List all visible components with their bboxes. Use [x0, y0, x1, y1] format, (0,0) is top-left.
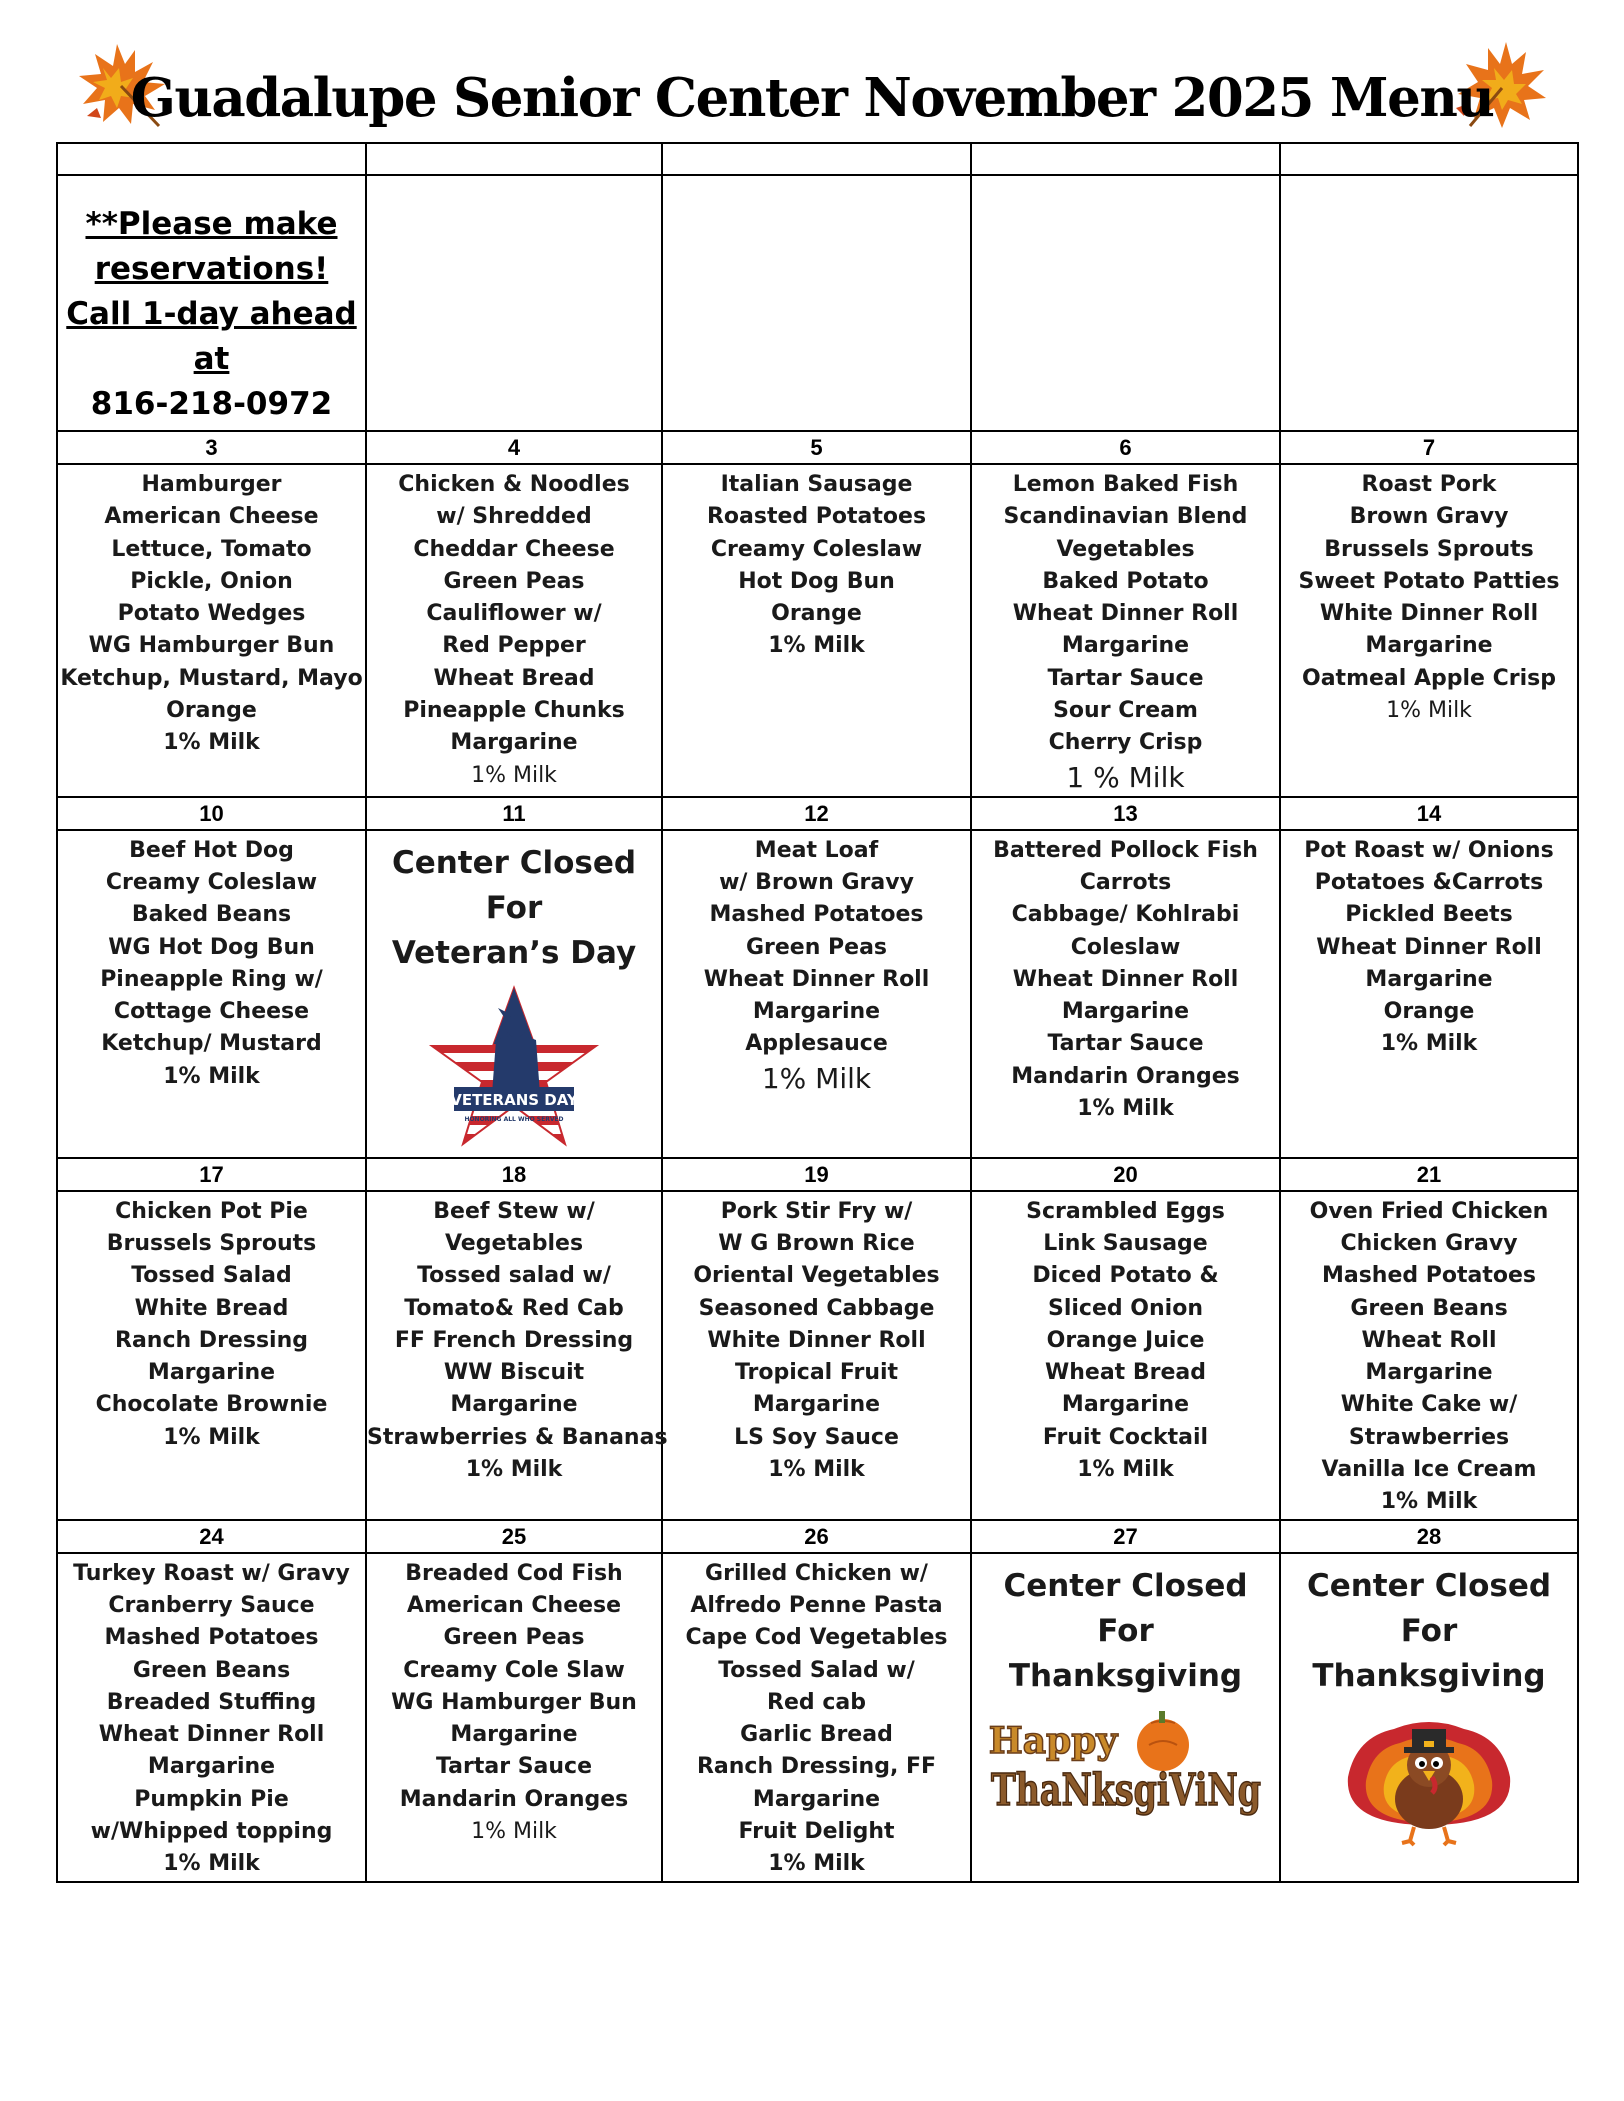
menu-item: Green Peas: [443, 568, 585, 594]
menu-item: Pumpkin Pie: [134, 1786, 289, 1812]
menu-item: WG Hamburger Bun: [391, 1689, 637, 1715]
badge-subtitle: HONORING ALL WHO SERVED: [464, 1115, 564, 1123]
menu-item: Oven Fried Chicken: [1309, 1198, 1549, 1224]
reservation-row: [57, 175, 1578, 431]
menu-item: Margarine: [1061, 999, 1190, 1025]
menu-item: Baked Potato: [1042, 568, 1209, 594]
day-menu: [1280, 830, 1578, 1158]
menu-item: Orange: [1383, 999, 1475, 1025]
menu-item: Margarine: [1061, 1392, 1190, 1418]
menu-item: Orange: [771, 601, 862, 627]
day-number: 18: [366, 1158, 662, 1191]
menu-item: Fruit Delight: [738, 1819, 895, 1845]
menu-item: WW Biscuit: [443, 1360, 585, 1386]
menu-item: 1% Milk: [163, 730, 260, 756]
day-menu: [662, 830, 971, 1158]
menu-item: Tartar Sauce: [1047, 1031, 1204, 1057]
day-number: 21: [1280, 1158, 1578, 1191]
menu-item: Wheat Bread: [1044, 1360, 1206, 1386]
phone-number: 816-218-0972: [90, 386, 333, 422]
menu-item: Meat Loaf: [754, 837, 879, 863]
turkey-icon: [1334, 1707, 1524, 1847]
day-number: 7: [1280, 431, 1578, 464]
day-number: 19: [662, 1158, 971, 1191]
header-row: [57, 143, 1578, 175]
menu-item: Margarine: [1365, 1360, 1493, 1386]
menu-item: Turkey Roast w/ Gravy: [73, 1560, 350, 1586]
menu-item: 1% Milk: [163, 1424, 260, 1450]
menu-item: Oriental Vegetables: [693, 1263, 940, 1289]
menu-item: Brussels Sprouts: [106, 1230, 317, 1256]
menu-item: Strawberries: [1348, 1424, 1510, 1450]
menu-item: Wheat Dinner Roll: [703, 966, 930, 992]
menu-item: Pineapple Ring w/: [100, 966, 323, 992]
menu-item: Lettuce, Tomato: [111, 536, 312, 562]
menu-item: 1% Milk: [761, 1061, 872, 1095]
menu-item: 1% Milk: [465, 1457, 563, 1483]
menu-item: 1% Milk: [471, 1819, 557, 1845]
menu-item: White Dinner Roll: [707, 1327, 926, 1353]
menu-item: Sliced Onion: [1048, 1295, 1203, 1321]
date-row: [57, 797, 1578, 830]
day-menu: [662, 1191, 971, 1520]
closed-notice: For: [485, 889, 543, 926]
header: [55, 38, 1569, 138]
menu-item: Orange: [166, 698, 257, 724]
menu-item: Pickled Beets: [1345, 902, 1513, 928]
day-number: 11: [366, 797, 662, 830]
menu-item: Coleslaw: [1070, 934, 1181, 960]
menu-item: 1% Milk: [1077, 1096, 1174, 1122]
menu-item: Tossed Salad: [131, 1263, 292, 1289]
menu-item: w/ Brown Gravy: [719, 869, 914, 895]
menu-item: Mandarin Oranges: [399, 1786, 629, 1812]
menu-item: Green Beans: [132, 1657, 291, 1683]
day-number: 28: [1280, 1520, 1578, 1553]
menu-item: Baked Beans: [131, 902, 292, 928]
note-line: **Please make: [85, 206, 338, 242]
reservation-note: [57, 175, 366, 431]
empty-cell: [971, 143, 1280, 175]
day-menu: [366, 464, 662, 797]
menu-item: Hamburger: [141, 472, 282, 497]
menu-item: Mashed Potatoes: [1321, 1263, 1537, 1289]
day-menu: [971, 1191, 1280, 1520]
note-line: reservations!: [94, 251, 329, 287]
menu-item: 1 % Milk: [1066, 760, 1185, 794]
menu-item: Margarine: [147, 1754, 276, 1780]
day-number: 24: [57, 1520, 366, 1553]
happy-thanksgiving-sign: [987, 1707, 1265, 1827]
closed-notice: Thanksgiving: [1008, 1657, 1243, 1694]
menu-item: Margarine: [450, 1392, 578, 1418]
menu-item: Grilled Chicken w/: [705, 1560, 928, 1586]
menu-item: Pickle, Onion: [130, 568, 293, 594]
closed-notice: Center Closed: [1306, 1567, 1552, 1604]
menu-item: Sour Cream: [1053, 698, 1198, 724]
menu-item: Seasoned Cabbage: [698, 1295, 935, 1321]
menu-row: [57, 830, 1578, 1158]
sign-happy: Happy: [988, 1719, 1117, 1762]
menu-item: Margarine: [450, 730, 578, 756]
day-number: 5: [662, 431, 971, 464]
day-menu: [971, 464, 1280, 797]
menu-item: Margarine: [752, 1392, 881, 1418]
menu-item: LS Soy Sauce: [734, 1424, 899, 1450]
date-row: [57, 1158, 1578, 1191]
menu-item: Brown Gravy: [1349, 504, 1509, 530]
menu-item: Margarine: [752, 1786, 881, 1812]
menu-item: Roasted Potatoes: [706, 504, 927, 530]
menu-item: Pot Roast w/ Onions: [1304, 837, 1554, 863]
menu-item: Diced Potato &: [1032, 1263, 1219, 1289]
menu-item: Potato Wedges: [117, 601, 306, 627]
menu-item: 1% Milk: [1386, 698, 1472, 724]
menu-item: Ranch Dressing, FF: [696, 1754, 937, 1780]
menu-item: Breaded Cod Fish: [405, 1560, 623, 1586]
menu-item: Alfredo Penne Pasta: [690, 1592, 943, 1618]
menu-item: Oatmeal Apple Crisp: [1302, 665, 1556, 691]
day-menu: [57, 830, 366, 1158]
menu-item: Orange Juice: [1046, 1327, 1205, 1353]
menu-item: Wheat Dinner Roll: [98, 1722, 325, 1748]
menu-item: Green Peas: [443, 1625, 585, 1651]
day-number: 12: [662, 797, 971, 830]
menu-item: Wheat Dinner Roll: [1316, 934, 1542, 960]
menu-item: Wheat Dinner Roll: [1012, 601, 1239, 627]
day-menu: [57, 464, 366, 797]
menu-item: Cranberry Sauce: [108, 1592, 315, 1618]
empty-cell: [57, 143, 366, 175]
menu-item: Hot Dog Bun: [738, 568, 895, 594]
menu-item: White Dinner Roll: [1319, 601, 1539, 627]
empty-cell: [662, 175, 971, 431]
menu-item: Creamy Cole Slaw: [403, 1657, 625, 1683]
day-number: 26: [662, 1520, 971, 1553]
menu-item: Tomato& Red Cab: [404, 1295, 624, 1321]
menu-item: Scandinavian Blend: [1003, 504, 1248, 530]
menu-item: Applesauce: [745, 1031, 888, 1057]
closed-day: [366, 830, 662, 1158]
day-menu: [57, 1191, 366, 1520]
menu-item: Beef Hot Dog: [129, 837, 294, 863]
menu-item: Sweet Potato Patties: [1298, 568, 1560, 594]
menu-item: Scrambled Eggs: [1026, 1198, 1225, 1224]
menu-item: Tartar Sauce: [1047, 665, 1204, 691]
menu-item: Green Peas: [745, 934, 888, 960]
empty-cell: [1280, 175, 1578, 431]
menu-item: Chicken Pot Pie: [115, 1198, 308, 1224]
empty-cell: [1280, 143, 1578, 175]
day-menu: [366, 1553, 662, 1882]
menu-item: FF French Dressing: [394, 1327, 634, 1353]
menu-item: Strawberries & Bananas: [367, 1424, 668, 1450]
day-number: 3: [57, 431, 366, 464]
menu-item: Potatoes &Carrots: [1314, 869, 1544, 895]
menu-item: Margarine: [147, 1360, 276, 1386]
day-menu: [57, 1553, 366, 1882]
menu-item: Creamy Coleslaw: [710, 536, 923, 562]
note-line: Call 1-day ahead: [66, 296, 357, 332]
menu-item: Green Beans: [1350, 1295, 1508, 1321]
menu-item: 1% Milk: [768, 1457, 865, 1483]
menu-item: Red Pepper: [442, 633, 586, 659]
menu-item: Cheddar Cheese: [413, 536, 615, 562]
menu-item: Lemon Baked Fish: [1012, 472, 1239, 497]
menu-item: 1% Milk: [163, 1851, 260, 1877]
closed-notice: Veteran’s Day: [391, 934, 637, 971]
day-number: 10: [57, 797, 366, 830]
empty-cell: [366, 143, 662, 175]
menu-item: White Cake w/: [1340, 1392, 1518, 1418]
menu-item: Wheat Bread: [433, 665, 595, 691]
menu-item: Fruit Cocktail: [1042, 1424, 1209, 1450]
menu-item: Breaded Stuffing: [106, 1689, 317, 1715]
veterans-day-badge: [424, 984, 604, 1154]
empty-cell: [971, 175, 1280, 431]
menu-row: [57, 1553, 1578, 1882]
day-menu: [366, 1191, 668, 1520]
empty-cell: [366, 175, 662, 431]
empty-cell: [662, 143, 971, 175]
menu-item: Vegetables: [1056, 536, 1195, 562]
menu-item: Vegetables: [444, 1230, 584, 1256]
menu-item: 1% Milk: [768, 1851, 865, 1877]
menu-item: Brussels Sprouts: [1324, 536, 1534, 562]
menu-item: Margarine: [1365, 966, 1493, 992]
day-menu: [662, 464, 971, 797]
menu-row: [57, 464, 1578, 797]
day-number: 6: [971, 431, 1280, 464]
closed-notice: Center Closed: [1003, 1567, 1248, 1604]
note-line: at: [193, 341, 230, 377]
sign-thanksgiving: ThaNksgiViNg: [990, 1764, 1261, 1816]
menu-item: WG Hamburger Bun: [88, 633, 335, 659]
page-title: Guadalupe Senior Center November 2025 Menu: [130, 67, 1494, 129]
menu-row: [57, 1191, 1578, 1520]
day-number: 4: [366, 431, 662, 464]
menu-item: Roast Pork: [1361, 472, 1497, 497]
menu-item: Italian Sausage: [720, 472, 913, 497]
menu-item: Pineapple Chunks: [403, 698, 625, 724]
closed-notice: Thanksgiving: [1312, 1657, 1546, 1694]
menu-item: Margarine: [450, 1722, 578, 1748]
day-number: 13: [971, 797, 1280, 830]
menu-item: Margarine: [1061, 633, 1190, 659]
menu-item: Battered Pollock Fish: [993, 837, 1258, 863]
menu-item: Tossed salad w/: [417, 1263, 611, 1289]
menu-item: Tartar Sauce: [435, 1754, 593, 1780]
menu-item: Wheat Dinner Roll: [1012, 966, 1239, 992]
menu-item: Margarine: [752, 999, 881, 1025]
day-number: 17: [57, 1158, 366, 1191]
day-number: 20: [971, 1158, 1280, 1191]
menu-item: Carrots: [1079, 869, 1172, 895]
menu-item: Red cab: [767, 1689, 866, 1715]
menu-item: Ranch Dressing: [115, 1327, 308, 1353]
menu-item: Garlic Bread: [740, 1722, 893, 1748]
menu-item: Ketchup, Mustard, Mayo: [60, 665, 363, 691]
menu-item: w/Whipped topping: [90, 1819, 333, 1845]
menu-item: American Cheese: [406, 1592, 622, 1618]
menu-item: American Cheese: [104, 504, 319, 530]
day-menu: [1280, 1191, 1578, 1520]
menu-item: Tossed Salad w/: [718, 1657, 915, 1683]
menu-item: Mashed Potatoes: [709, 902, 924, 928]
closed-notice: Center Closed: [391, 844, 637, 881]
menu-item: 1% Milk: [1077, 1457, 1174, 1483]
badge-title: VETERANS DAY: [450, 1090, 578, 1109]
menu-item: Vanilla Ice Cream: [1321, 1457, 1537, 1483]
menu-item: Ketchup/ Mustard: [101, 1031, 322, 1057]
menu-item: w/ Shredded: [436, 504, 592, 530]
menu-item: Cabbage/ Kohlrabi: [1011, 902, 1240, 928]
menu-item: W G Brown Rice: [718, 1230, 915, 1256]
menu-item: White Bread: [134, 1295, 289, 1321]
menu-item: Cape Cod Vegetables: [685, 1625, 948, 1651]
menu-item: 1% Milk: [768, 633, 865, 659]
menu-item: Link Sausage: [1043, 1230, 1208, 1256]
menu-item: Beef Stew w/: [433, 1198, 595, 1224]
closed-day: [971, 1553, 1280, 1882]
day-menu: [971, 830, 1280, 1158]
menu-item: Cherry Crisp: [1048, 730, 1203, 756]
closed-day: [1280, 1553, 1578, 1882]
day-number: 27: [971, 1520, 1280, 1553]
menu-item: Cauliflower w/: [426, 601, 602, 627]
day-menu: [1280, 464, 1578, 797]
menu-item: 1% Milk: [1380, 1031, 1478, 1057]
menu-item: Cottage Cheese: [113, 999, 310, 1025]
menu-item: Wheat Roll: [1361, 1327, 1497, 1353]
menu-item: Pork Stir Fry w/: [720, 1198, 913, 1224]
menu-item: Mandarin Oranges: [1011, 1063, 1240, 1089]
closed-notice: For: [1400, 1612, 1458, 1649]
menu-item: 1% Milk: [1380, 1489, 1478, 1515]
menu-item: Tropical Fruit: [734, 1360, 899, 1386]
menu-item: Mashed Potatoes: [104, 1625, 319, 1651]
menu-item: Margarine: [1365, 633, 1493, 659]
day-menu: [662, 1553, 971, 1882]
menu-item: Chicken & Noodles: [398, 472, 630, 497]
menu-item: 1% Milk: [471, 762, 557, 788]
menu-item: Chocolate Brownie: [95, 1392, 328, 1418]
menu-item: Creamy Coleslaw: [105, 869, 318, 895]
date-row: [57, 1520, 1578, 1553]
date-row: [57, 431, 1578, 464]
menu-calendar: [56, 142, 1579, 1883]
day-number: 14: [1280, 797, 1578, 830]
menu-item: WG Hot Dog Bun: [108, 934, 315, 960]
day-number: 25: [366, 1520, 662, 1553]
menu-item: Chicken Gravy: [1340, 1230, 1518, 1256]
closed-notice: For: [1097, 1612, 1154, 1649]
menu-item: 1% Milk: [163, 1063, 260, 1089]
